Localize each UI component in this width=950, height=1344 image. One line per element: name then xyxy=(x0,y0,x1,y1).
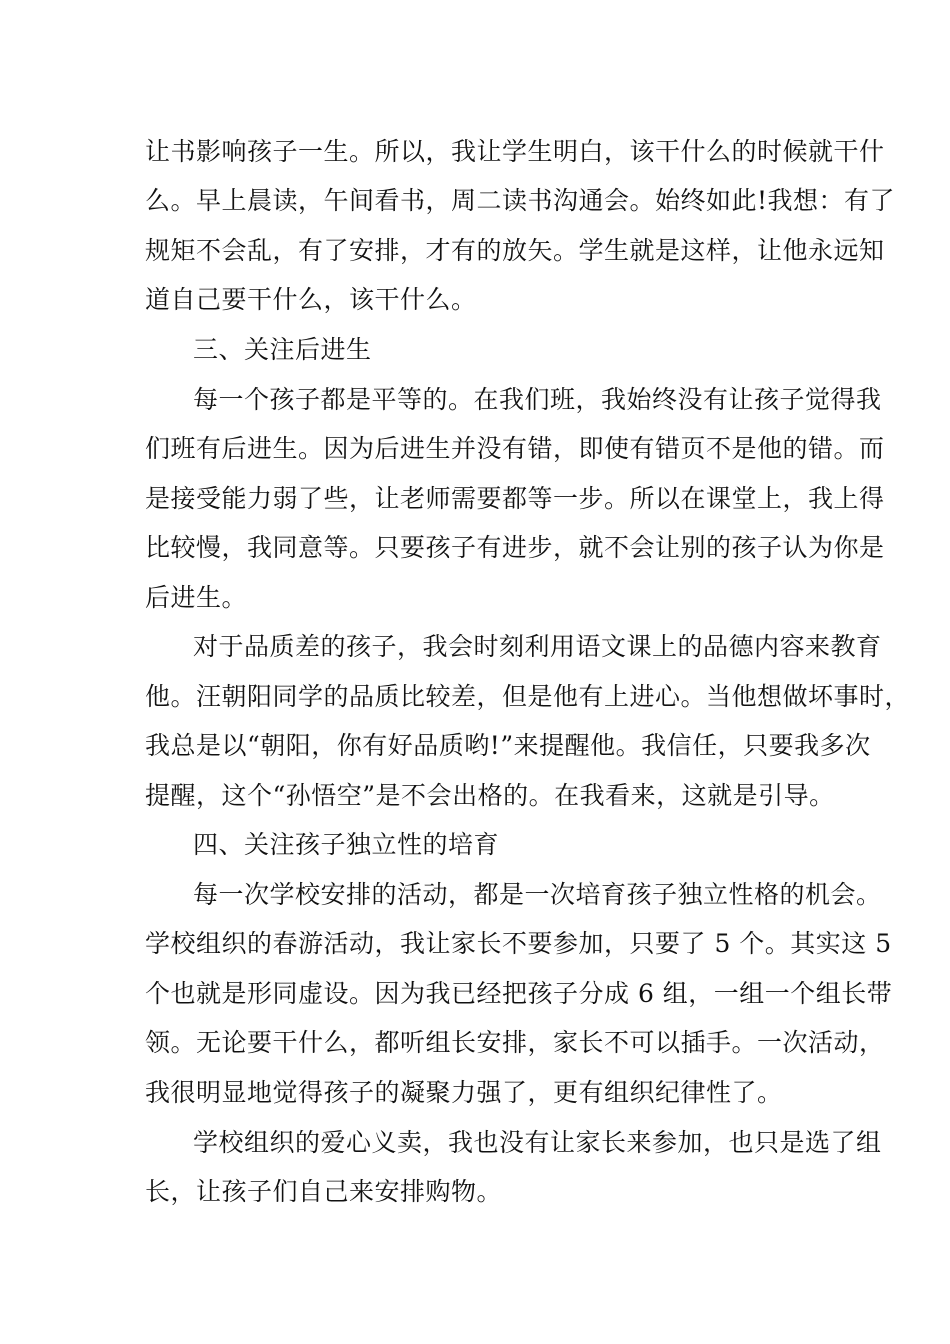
paragraph-line: 长，让孩子们自己来安排购物。 xyxy=(145,1177,503,1206)
paragraph-line: 我很明显地觉得孩子的凝聚力强了，更有组织纪律性了。 xyxy=(145,1078,783,1107)
paragraph-line: 他。汪朝阳同学的品质比较差，但是他有上进心。当他想做坏事时， xyxy=(145,682,911,711)
paragraph-line: 规矩不会乱，有了安排，才有的放矢。学生就是这样，让他永远知 xyxy=(145,236,885,265)
paragraph-line: 每一次学校安排的活动，都是一次培育孩子独立性格的机会。 xyxy=(193,880,882,909)
paragraph-line: 是接受能力弱了些，让老师需要都等一步。所以在课堂上，我上得 xyxy=(145,484,885,513)
paragraph-line: 提醒，这个“孙悟空”是不会出格的。在我看来，这就是引导。 xyxy=(145,781,835,810)
paragraph-line: 比较慢，我同意等。只要孩子有进步，就不会让别的孩子认为你是 xyxy=(145,533,885,562)
section-heading: 三、关注后进生 xyxy=(193,335,372,364)
paragraph-line: 每一个孩子都是平等的。在我们班，我始终没有让孩子觉得我 xyxy=(193,385,882,414)
paragraph-line: 么。早上晨读，午间看书，周二读书沟通会。始终如此!我想：有了 xyxy=(145,186,896,215)
paragraph-line: 们班有后进生。因为后进生并没有错，即使有错页不是他的错。而 xyxy=(145,434,885,463)
paragraph-line: 后进生。 xyxy=(145,583,248,612)
paragraph-line: 我总是以“朝阳，你有好品质哟!”来提醒他。我信任，只要我多次 xyxy=(145,731,871,760)
paragraph-line: 个也就是形同虚设。因为我已经把孩子分成 6 组，一组一个组长带 xyxy=(145,979,893,1008)
paragraph-line: 领。无论要干什么，都听组长安排，家长不可以插手。一次活动， xyxy=(145,1028,885,1057)
paragraph-line: 学校组织的爱心义卖，我也没有让家长来参加，也只是选了组 xyxy=(193,1128,882,1157)
section-heading: 四、关注孩子独立性的培育 xyxy=(193,830,500,859)
paragraph-line: 学校组织的春游活动，我让家长不要参加，只要了 5 个。其实这 5 xyxy=(145,929,892,958)
paragraph-line: 对于品质差的孩子，我会时刻利用语文课上的品德内容来教育 xyxy=(193,632,882,661)
paragraph-line: 让书影响孩子一生。所以，我让学生明白，该干什么的时候就干什 xyxy=(145,137,885,166)
paragraph-line: 道自己要干什么，该干什么。 xyxy=(145,285,477,314)
